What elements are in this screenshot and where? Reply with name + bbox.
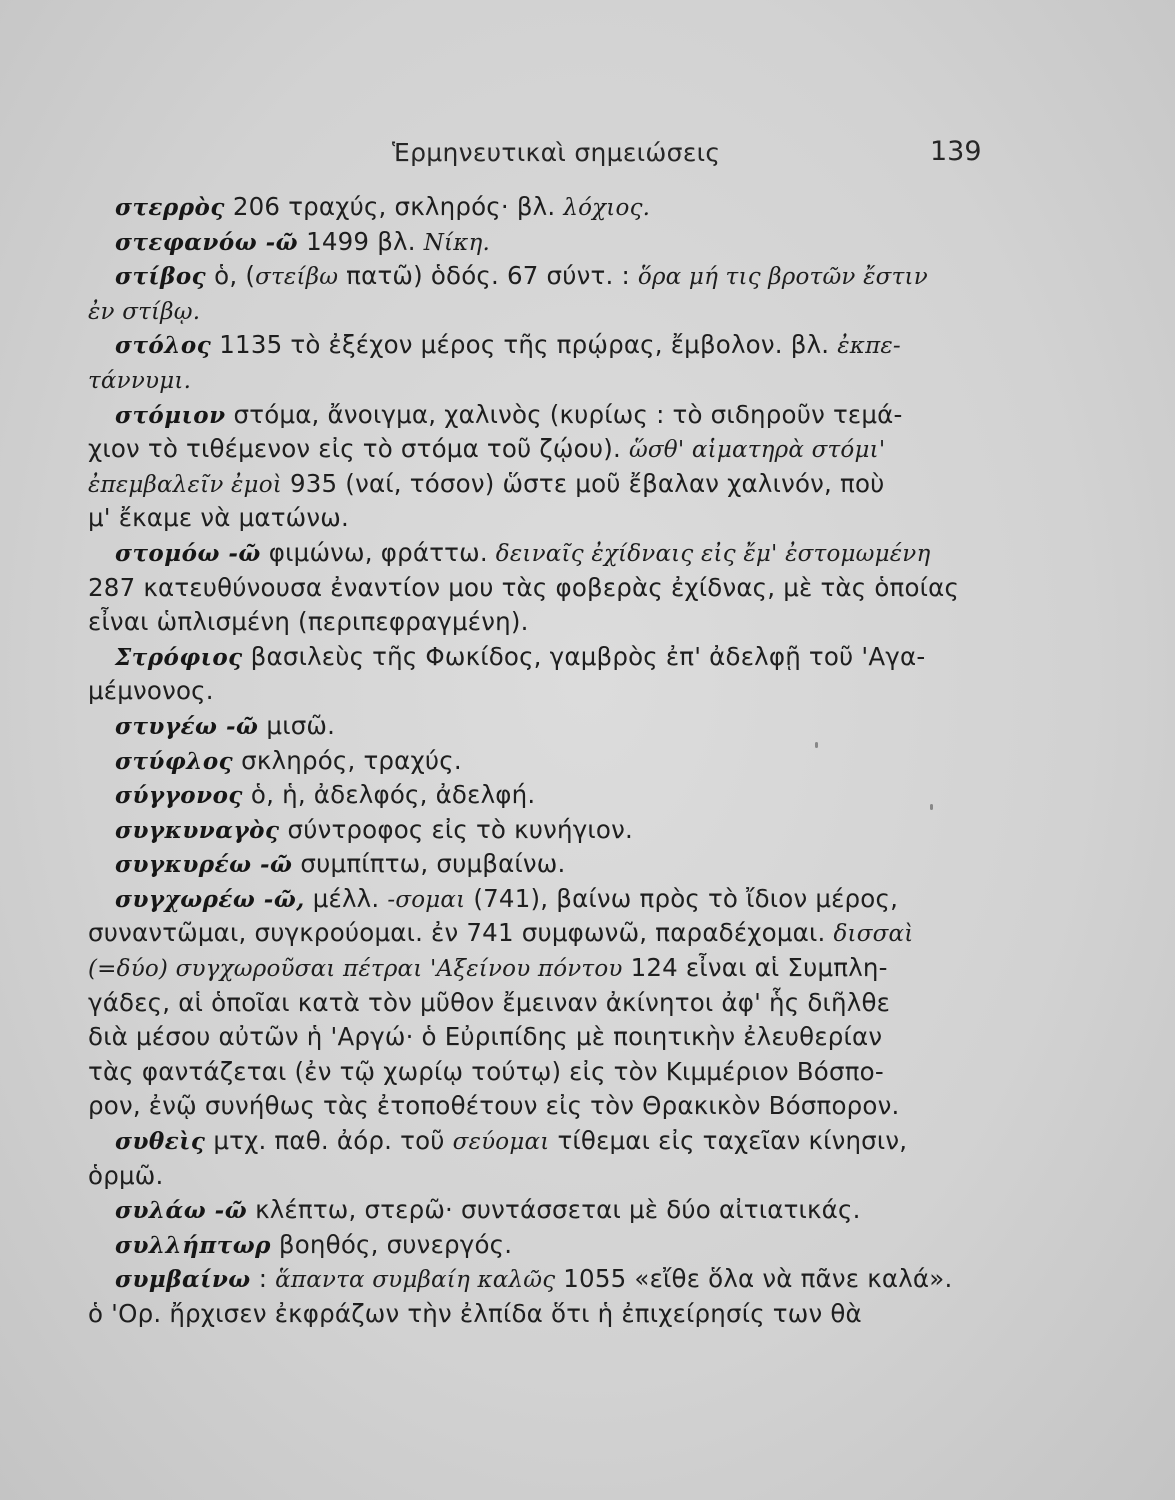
headword: στόμιον bbox=[115, 401, 226, 429]
entry-line: σύγγονος ὁ, ἡ, ἀδελφός, ἀδελφή. bbox=[115, 780, 536, 810]
entry-line: συγκυναγὸς σύντροφος εἰς τὸ κυνήγιον. bbox=[115, 814, 633, 844]
continuation-line: μέμνονος. bbox=[88, 676, 214, 706]
entry-line: στόμιον στόμα, ἄνοιγμα, χαλινὸς (κυρίως : τὸ σιδηροῦν τεμά- bbox=[115, 399, 903, 429]
entry-line: στομόω -ῶ φιμώνω, φράττω. δειναῖς ἐχίδναις εἰς ἔμ' ἐστομωμένη bbox=[115, 537, 931, 567]
entry-line: συγκυρέω -ῶ συμπίπτω, συμβαίνω. bbox=[115, 849, 566, 879]
headword: Στρόφιος bbox=[115, 643, 243, 671]
entry-line: στεφανόω -ῶ 1499 βλ. Νίκη. bbox=[115, 226, 491, 256]
headword: συγχωρέω -ῶ, bbox=[115, 885, 305, 913]
headword: στυγέω -ῶ bbox=[115, 712, 259, 740]
headword: συγκυρέω -ῶ bbox=[115, 851, 293, 879]
continuation-line: τὰς φαντάζεται (ἐν τῷ χωρίῳ τούτῳ) εἰς τὸν Κιμμέριον Βόσπο- bbox=[88, 1056, 884, 1086]
entry-line: στυγέω -ῶ μισῶ. bbox=[115, 710, 336, 740]
entry-line: στερρὸς 206 τραχύς, σκληρός· βλ. λόχιος. bbox=[115, 192, 651, 221]
headword: συθεὶς bbox=[115, 1128, 206, 1156]
continuation-line: 287 κατευθύνουσα ἐναντίον μου τὰς φοβερὰς ἐχίδνας, μὲ τὰς ὁποίας bbox=[88, 572, 960, 602]
glossary-body bbox=[88, 190, 1008, 1332]
continuation-line: ὁρμῶ. bbox=[88, 1160, 164, 1190]
headword: σύγγονος bbox=[115, 782, 243, 810]
entry-line: στίβος ὁ, (στείβω πατῶ) ὁδός. 67 σύντ. : ὅρα μή τις βροτῶν ἔστιν bbox=[115, 261, 928, 291]
continuation-line: μ' ἔκαμε νὰ ματώνω. bbox=[88, 503, 349, 533]
continuation-line: ὁ 'Ορ. ἤρχισεν ἐκφράζων τὴν ἐλπίδα ὅτι ἡ ἐπιχείρησίς των θὰ bbox=[88, 1299, 862, 1328]
entry-line: συγχωρέω -ῶ, μέλλ. -σομαι (741), βαίνω πρὸς τὸ ἴδιον μέρος, bbox=[115, 883, 899, 913]
entry-line: συλλήπτωρ βοηθός, συνεργός. bbox=[115, 1229, 513, 1259]
continuation-line: εἶναι ὡπλισμένη (περιπεφραγμένη). bbox=[88, 607, 529, 637]
continuation-line: ρον, ἐνῷ συνήθως τὰς ἐτοποθέτουν εἰς τὸν Θρακικὸν Βόσπορον. bbox=[88, 1091, 900, 1121]
headword: συμβαίνω bbox=[115, 1266, 251, 1294]
headword: στύφλος bbox=[115, 747, 234, 775]
continuation-line: ἐν στίβῳ. bbox=[88, 298, 201, 325]
continuation-line: ἐπεμβαλεῖν ἐμοὶ 935 (ναί, τόσον) ὥστε μοῦ ἔβαλαν χαλινόν, ποὺ bbox=[88, 468, 885, 498]
specks bbox=[930, 804, 933, 810]
headword: συλλήπτωρ bbox=[115, 1231, 271, 1259]
entry-line: συθεὶς μτχ. παθ. ἀόρ. τοῦ σεύομαι τίθεμαι εἰς ταχεῖαν κίνησιν, bbox=[115, 1126, 908, 1156]
headword: στίβος bbox=[115, 263, 207, 291]
headword: στόλος bbox=[115, 332, 212, 360]
page-number: 139 bbox=[930, 136, 982, 167]
running-header bbox=[0, 132, 1175, 172]
headword: συλάω -ῶ bbox=[115, 1197, 248, 1225]
entry-line: συμβαίνω : ἅπαντα συμβαίη καλῶς 1055 «εἴθε ὅλα νὰ πᾶνε καλά». bbox=[115, 1264, 953, 1294]
entry-line: στόλος 1135 τὸ ἐξέχον μέρος τῆς πρῴρας, ἔμβολον. βλ. ἐκπε- bbox=[115, 330, 901, 360]
continuation-line: γάδες, αἱ ὁποῖαι κατὰ τὸν μῦθον ἔμειναν ἀκίνητοι ἀφ' ἧς διῆλθε bbox=[88, 987, 891, 1017]
continuation-line: συναντῶμαι, συγκρούομαι. ἐν 741 συμφωνῶ, παραδέχομαι. δισσαὶ bbox=[88, 918, 914, 948]
continuation-line: διὰ μέσου αὐτῶν ἡ 'Αργώ· ὁ Εὐριπίδης μὲ ποιητικὴν ἐλευθερίαν bbox=[88, 1022, 883, 1052]
entry-line: στύφλος σκληρός, τραχύς. bbox=[115, 745, 462, 775]
entry-line: Στρόφιος βασιλεὺς τῆς Φωκίδος, γαμβρὸς ἐπ' ἀδελφῇ τοῦ 'Αγα- bbox=[115, 641, 926, 671]
headword: στερρὸς bbox=[115, 194, 225, 221]
headword: συγκυναγὸς bbox=[115, 816, 280, 844]
headword: στομόω -ῶ bbox=[115, 539, 261, 567]
header-title: Ἑρμηνευτικαὶ σημειώσεις bbox=[392, 138, 721, 167]
continuation-line: τάννυμι. bbox=[88, 367, 192, 394]
specks bbox=[815, 742, 818, 748]
continuation-line: (=δύο) συγχωροῦσαι πέτραι 'Αξείνου πόντου 124 εἶναι αἱ Συμπλη- bbox=[88, 953, 888, 983]
headword: στεφανόω -ῶ bbox=[115, 228, 299, 256]
entry-line: συλάω -ῶ κλέπτω, στερῶ· συντάσσεται μὲ δύο αἰτιατικάς. bbox=[115, 1195, 861, 1225]
continuation-line: χιον τὸ τιθέμενον εἰς τὸ στόμα τοῦ ζῴου). ὥσθ' αἱματηρὰ στόμι' bbox=[88, 434, 886, 464]
